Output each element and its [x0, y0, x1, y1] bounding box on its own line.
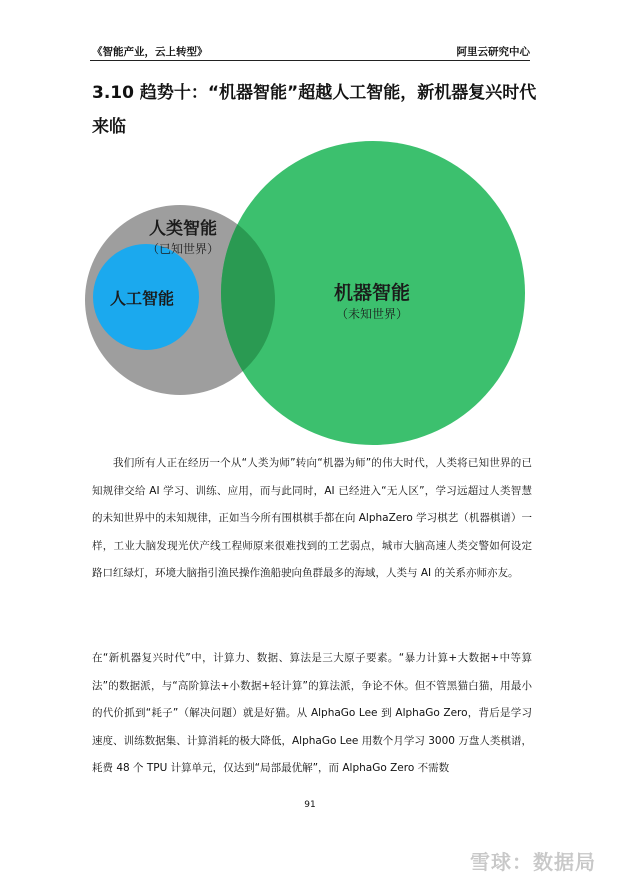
- human-intelligence-label: 人类智能: [149, 219, 217, 239]
- page-number: 91: [304, 800, 316, 810]
- human-intelligence-sublabel: （已知世界）: [146, 242, 220, 256]
- body-paragraph-1: 我们所有人正在经历一个从“人类为师”转向“机器为师”的伟大时代，人类将已知世界的已知规律交给 AI 学习、训练、应用，而与此同时，AI 已经进入“无人区”，学习远超过人类智慧的未知世界中的未知规律，正如当今所有围棋棋手都在向 AlphaZero 学习棋艺（机器棋谱）一样，工业大脑发现光伏产线工程师原来很难找到的工艺弱点，城市大脑高速人类交警如何设定路口红绿灯，环境大脑指引渔民操作渔船驶向鱼群最多的海域，人类与 AI 的关系亦师亦友。: [92, 457, 532, 579]
- watermark: 雪球：数据局: [470, 850, 596, 874]
- header-document-title: 《智能产业，云上转型》: [92, 46, 208, 58]
- header-organization: 阿里云研究中心: [456, 46, 530, 58]
- machine-intelligence-label: 机器智能: [333, 282, 411, 304]
- ai-label: 人工智能: [109, 289, 175, 308]
- machine-intelligence-sublabel: （未知世界）: [335, 307, 409, 321]
- section-title: 3.10 趋势十：“机器智能”超越人工智能，新机器复兴时代来临: [92, 83, 537, 137]
- body-paragraph-2: 在“新机器复兴时代”中，计算力、数据、算法是三大原子要素。“暴力计算+大数据+中等算法”的数据派，与“高阶算法+小数据+轻计算”的算法派，争论不休。但不管黑猫白猫，用最小的代价抓到“耗子”（解决问题）就是好猫。从 AlphaGo Lee 到 AlphaGo Zero，背后是学习速度、训练数据集、计算消耗的极大降低，AlphaGo Lee 用数个月学习 3000 万盘人类棋谱，耗费 48 个 TPU 计算单元，仅达到“局部最优解”，而 AlphaGo Zero 不需数: [92, 652, 532, 774]
